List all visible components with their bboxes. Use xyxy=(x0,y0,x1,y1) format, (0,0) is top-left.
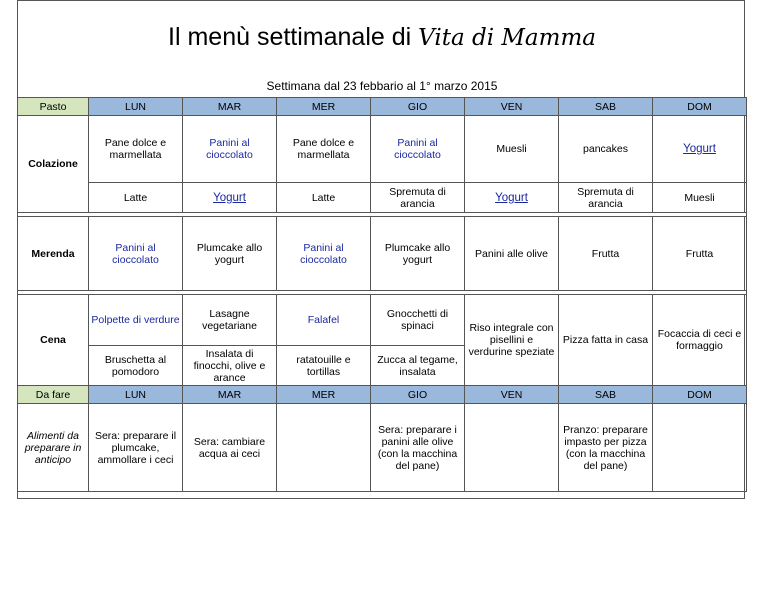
row-label-cena: Cena xyxy=(18,295,89,386)
cena-ven: Riso integrale con pisellini e verdurine speziate xyxy=(465,295,559,386)
colazione-row-1 xyxy=(18,116,747,183)
merenda-sab: Frutta xyxy=(559,217,653,291)
cena-mar-1: Lasagne vegetariane xyxy=(183,295,277,346)
todo-mar: Sera: cambiare acqua ai ceci xyxy=(183,404,277,492)
todo-dom xyxy=(653,404,747,492)
menu-header-row xyxy=(18,98,747,116)
todo-header-dom: DOM xyxy=(653,386,747,404)
header-gio: GIO xyxy=(371,98,465,116)
colazione-ven-2[interactable] xyxy=(465,183,559,213)
week-subtitle: Settimana dal 23 febbario al 1° marzo 2015 xyxy=(266,79,498,93)
yogurt-link[interactable]: Yogurt xyxy=(213,191,246,204)
menu-table xyxy=(17,97,747,492)
colazione-sab-1: pancakes xyxy=(559,116,653,183)
colazione-gio-1: Panini al cioccolato xyxy=(371,116,465,183)
colazione-dom-2: Muesli xyxy=(653,183,747,213)
merenda-mer: Panini al cioccolato xyxy=(277,217,371,291)
header-pasto: Pasto xyxy=(18,98,89,116)
todo-header-ven: VEN xyxy=(465,386,559,404)
yogurt-link[interactable]: Yogurt xyxy=(495,191,528,204)
todo-header-mer: MER xyxy=(277,386,371,404)
page-title xyxy=(18,23,746,52)
colazione-mar-1: Panini al cioccolato xyxy=(183,116,277,183)
colazione-lun-1: Pane dolce e marmellata xyxy=(89,116,183,183)
merenda-gio: Plumcake allo yogurt xyxy=(371,217,465,291)
row-label-colazione: Colazione xyxy=(18,116,89,213)
cena-mar-2: Insalata di finocchi, olive e arance xyxy=(183,346,277,386)
colazione-mer-2: Latte xyxy=(277,183,371,213)
merenda-dom: Frutta xyxy=(653,217,747,291)
cena-lun-2: Bruschetta al pomodoro xyxy=(89,346,183,386)
todo-gio: Sera: preparare i panini alle olive (con la macchina del pane) xyxy=(371,404,465,492)
colazione-dom-1[interactable] xyxy=(653,116,747,183)
todo-header-sab: SAB xyxy=(559,386,653,404)
header-mar: MAR xyxy=(183,98,277,116)
merenda-lun: Panini al cioccolato xyxy=(89,217,183,291)
row-label-merenda: Merenda xyxy=(18,217,89,291)
colazione-lun-2: Latte xyxy=(89,183,183,213)
merenda-row xyxy=(18,217,747,291)
merenda-mar: Plumcake allo yogurt xyxy=(183,217,277,291)
header-da-fare: Da fare xyxy=(18,386,89,404)
todo-header-mar: MAR xyxy=(183,386,277,404)
brand-name: Vita di Mamma xyxy=(418,25,596,51)
menu-sheet xyxy=(17,0,745,499)
cena-sab: Pizza fatta in casa xyxy=(559,295,653,386)
todo-label: Alimenti da preparare in anticipo xyxy=(18,404,89,492)
header-ven: VEN xyxy=(465,98,559,116)
cena-mer-1: Falafel xyxy=(277,295,371,346)
cena-dom: Focaccia di ceci e formaggio xyxy=(653,295,747,386)
colazione-mer-1: Pane dolce e marmellata xyxy=(277,116,371,183)
todo-ven xyxy=(465,404,559,492)
header-dom: DOM xyxy=(653,98,747,116)
colazione-gio-2: Spremuta di arancia xyxy=(371,183,465,213)
header-sab: SAB xyxy=(559,98,653,116)
cena-lun-1: Polpette di verdure xyxy=(89,295,183,346)
colazione-row-2 xyxy=(18,183,747,213)
merenda-ven: Panini alle olive xyxy=(465,217,559,291)
todo-sab: Pranzo: preparare impasto per pizza (con la macchina del pane) xyxy=(559,404,653,492)
title-main: Il menù settimanale di xyxy=(168,23,412,51)
header-lun: LUN xyxy=(89,98,183,116)
cena-gio-2: Zucca al tegame, insalata xyxy=(371,346,465,386)
todo-row xyxy=(18,404,747,492)
todo-lun: Sera: preparare il plumcake, ammollare i ceci xyxy=(89,404,183,492)
colazione-sab-2: Spremuta di arancia xyxy=(559,183,653,213)
header-mer: MER xyxy=(277,98,371,116)
colazione-ven-1: Muesli xyxy=(465,116,559,183)
cena-mer-2: ratatouille e tortillas xyxy=(277,346,371,386)
todo-header-gio: GIO xyxy=(371,386,465,404)
cena-gio-1: Gnocchetti di spinaci xyxy=(371,295,465,346)
yogurt-link[interactable]: Yogurt xyxy=(683,143,716,155)
todo-header-row xyxy=(18,386,747,404)
colazione-mar-2[interactable] xyxy=(183,183,277,213)
cena-row-1 xyxy=(18,295,747,346)
todo-mer xyxy=(277,404,371,492)
todo-header-lun: LUN xyxy=(89,386,183,404)
